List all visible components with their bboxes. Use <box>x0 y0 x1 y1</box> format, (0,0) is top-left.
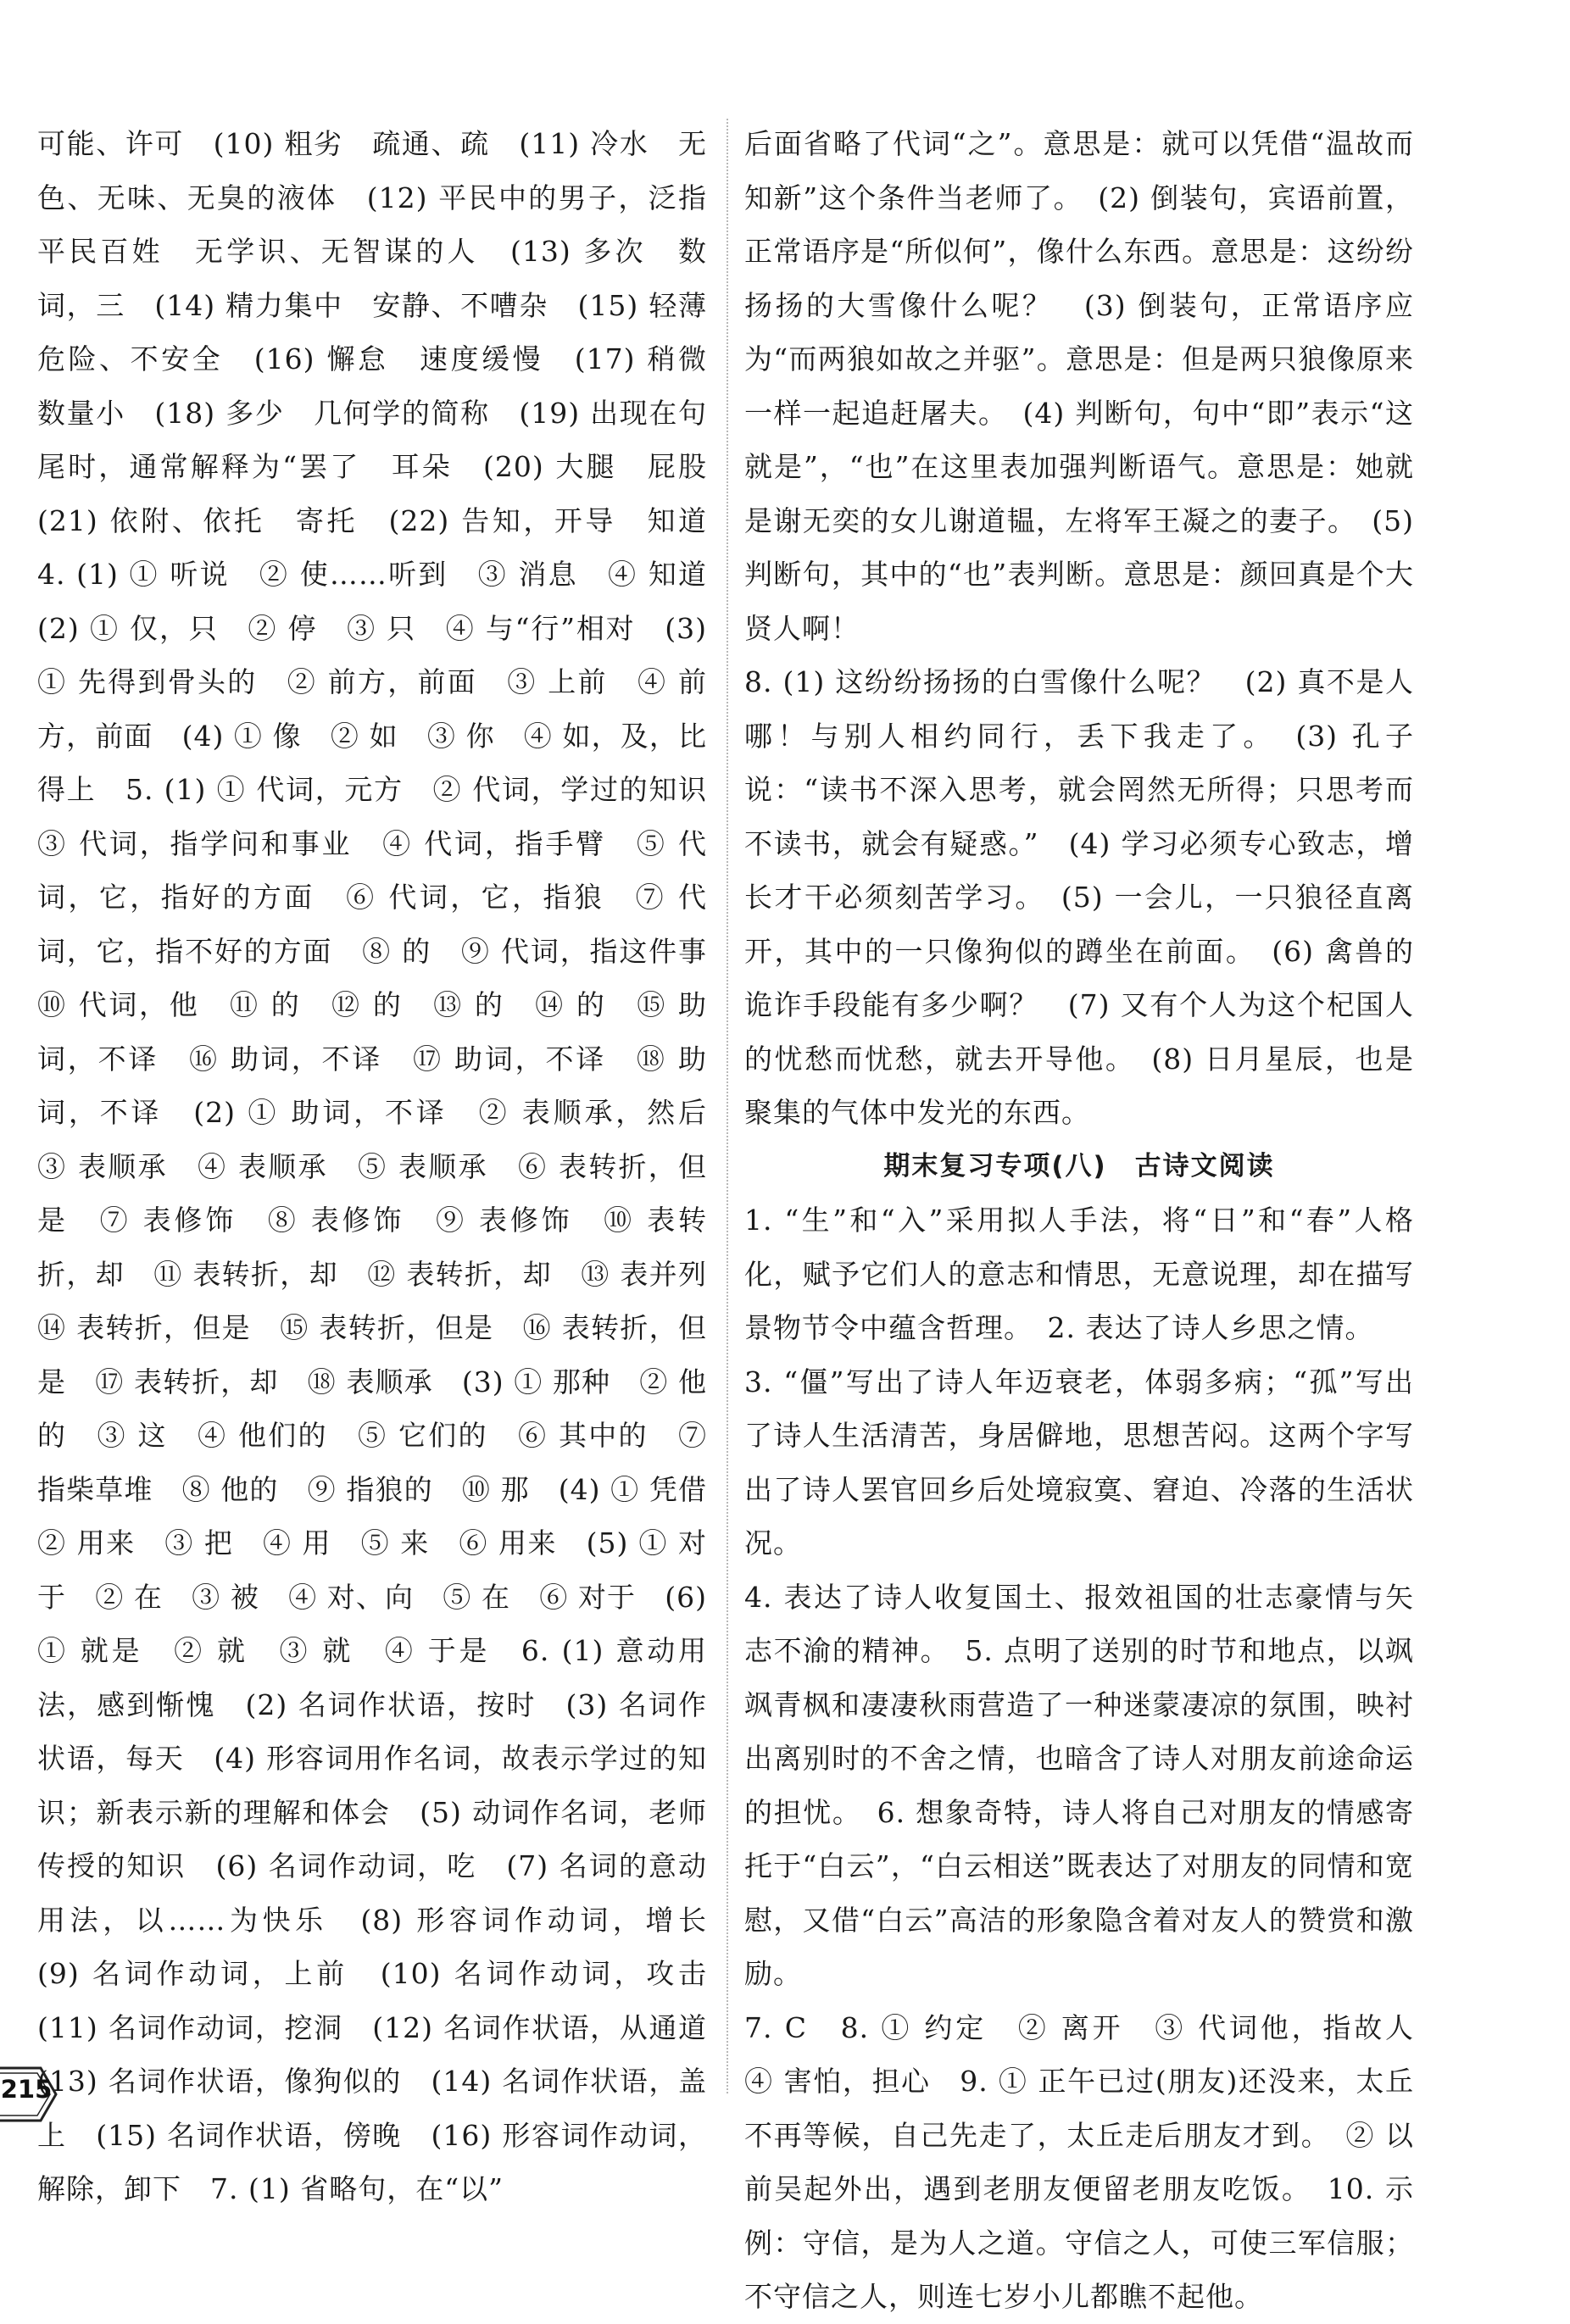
left-column <box>37 117 736 2216</box>
answer-3: 3. “僵”写出了诗人年迈衰老，体弱多病；“孤”写出了诗人生活清苦，身居僻地，思想苦闷。这两个字写出了诗人罢官回乡后处境寂寞、窘迫、冷落的生活状况。 <box>744 1365 1414 1560</box>
section-heading: 期末复习专项(八) 古诗文阅读 <box>883 1150 1275 1181</box>
right-paragraph-7: 后面省略了代词“之”。意思是：就可以凭借“温故而知新”这个条件当老师了。 (2) 倒装句，宾语前置，正常语序是“所似何”，像什么东西。意思是：这纷纷扬扬的大雪像什么呢？ (3) 倒装句，正常语序应为“而两狼如故之并驱”。意思是：但是两只狼像原来一样一起追赶屠夫。 (4) 判断句，句中“即”表示“这就是”，“也”在这里表加强判断语气。意思是：她就是谢无奕的女儿谢道韫，左将军王凝之的妻子。 (5) 判断句，其中的“也”表判断。意思是：颜回真是个大贤人啊！ <box>744 127 1414 645</box>
right-paragraph-8: 8. (1) 这纷纷扬扬的白雪像什么呢？ (2) 真不是人哪！与别人相约同行，丢下我走了。 (3) 孔子说：“读书不深入思考，就会罔然无所得；只思考而不读书，就会有疑惑。” (4) 学习必须专心致志，增长才干必须刻苦学习。 (5) 一会儿，一只狼径直离开，其中的一只像狗似的蹲坐在前面。 (6) 禽兽的诡诈手段能有多少啊？ (7) 又有个人为这个杞国人的忧愁而忧愁，就去开导他。 (8) 日月星辰，也是聚集的气体中发光的东西。 <box>744 665 1414 1129</box>
column-divider <box>727 119 728 2093</box>
right-column <box>744 117 1443 2324</box>
answer-4-6: 4. 表达了诗人收复国土、报效祖国的壮志豪情与矢志不渝的精神。 5. 点明了送别的时节和地点，以飒飒青枫和凄凄秋雨营造了一种迷蒙凄凉的氛围，映衬出离别时的不舍之情，也暗含了诗人对朋友前途命运的担忧。 6. 想象奇特，诗人将自己对朋友的情感寄托于“白云”，“白云相送”既表达了对朋友的同情和宽慰，又借“白云”高洁的形象隐含着对友人的赞赏和激励。 <box>744 1580 1414 1990</box>
answer-1-2: 1. “生”和“入”采用拟人手法，将“日”和“春”人格化，赋予它们人的意志和情思，无意说理，却在描写景物节令中蕴含哲理。 2. 表达了诗人乡思之情。 <box>744 1204 1414 1344</box>
answer-7-10: 7. C 8. ① 约定 ② 离开 ③ 代词他，指故人 ④ 害怕，担心 9. ① 正午已过(朋友)还没来，太丘不再等候，自己先走了，太丘走后朋友才到。 ② 以前吴起外出，遇到老朋友便留老朋友吃饭。 10. 示例：守信，是为人之道。守信之人，可使三军信服；不守信之人，则连七岁小儿都瞧不起他。 <box>744 2010 1443 2313</box>
left-paragraph: 可能、许可 (10) 粗劣 疏通、疏 (11) 冷水 无色、无味、无臭的液体 (12) 平民中的男子，泛指平民百姓 无学识、无智谋的人 (13) 多次 数词，三 (14) 精力集中 安静、不嘈杂 (15) 轻薄 危险、不安全 (16) 懈怠 速度缓慢 (17) 稍微 数量小 (18) 多少 几何学的简称 (19) 出现在句尾时，通常解释为“罢了 耳朵 (20) 大腿 屁股 (21) 依附、依托 寄托 (22) 告知，开导 知道 4. (1) ① 听说 ② 使……听到 ③ 消息 ④ 知道 (2) ① 仅，只 ② 停 ③ 只 ④ 与“行”相对 (3) ① 先得到骨头的 ② 前方，前面 ③ 上前 ④ 前方，前面 (4) ① 像 ② 如 ③ 你 ④ 如，及，比得上 5. (1) ① 代词，元方 ② 代词，学过的知识 ③ 代词，指学问和事业 ④ 代词，指手臂 ⑤ 代词，它，指好的方面 ⑥ 代词，它，指狼 ⑦ 代词，它，指不好的方面 ⑧ 的 ⑨ 代词，指这件事 ⑩ 代词，他 ⑪ 的 ⑫ 的 ⑬ 的 ⑭ 的 ⑮ 助词，不译 ⑯ 助词，不译 ⑰ 助词，不译 ⑱ 助词，不译 (2) ① 助词，不译 ② 表顺承，然后 ③ 表顺承 ④ 表顺承 ⑤ 表顺承 ⑥ 表转折，但是 ⑦ 表修饰 ⑧ 表修饰 ⑨ 表修饰 ⑩ 表转折，却 ⑪ 表转折，却 ⑫ 表转折，却 ⑬ 表并列 ⑭ 表转折，但是 ⑮ 表转折，但是 ⑯ 表转折，但是 ⑰ 表转折，却 ⑱ 表顺承 (3) ① 那种 ② 他的 ③ 这 ④ 他们的 ⑤ 它们的 ⑥ 其中的 ⑦ 指柴草堆 ⑧ 他的 ⑨ 指狼的 ⑩ 那 (4) ① 凭借 ② 用来 ③ 把 ④ 用 ⑤ 来 ⑥ 用来 (5) ① 对于 ② 在 ③ 被 ④ 对、向 ⑤ 在 ⑥ 对于 (6) ① 就是 ② 就 ③ 就 ④ 于是 6. (1) 意动用法，感到惭愧 (2) 名词作状语，按时 (3) 名词作状语，每天 (4) 形容词用作名词，故表示学过的知识；新表示新的理解和体会 (5) 动词作名词，老师传授的知识 (6) 名词作动词，吃 (7) 名词的意动用法，以……为快乐 (8) 形容词作动词，增长 (9) 名词作动词，上前 (10) 名词作动词，攻击 (11) 名词作动词，挖洞 (12) 名词作状语，从通道 (13) 名词作状语，像狗似的 (14) 名词作状语，盖上 (15) 名词作状语，傍晚 (16) 形容词作动词，解除，卸下 7. (1) 省略句，在“以” <box>37 127 736 2205</box>
page-number-badge <box>0 2065 59 2124</box>
page-number: 215 <box>0 2075 53 2104</box>
